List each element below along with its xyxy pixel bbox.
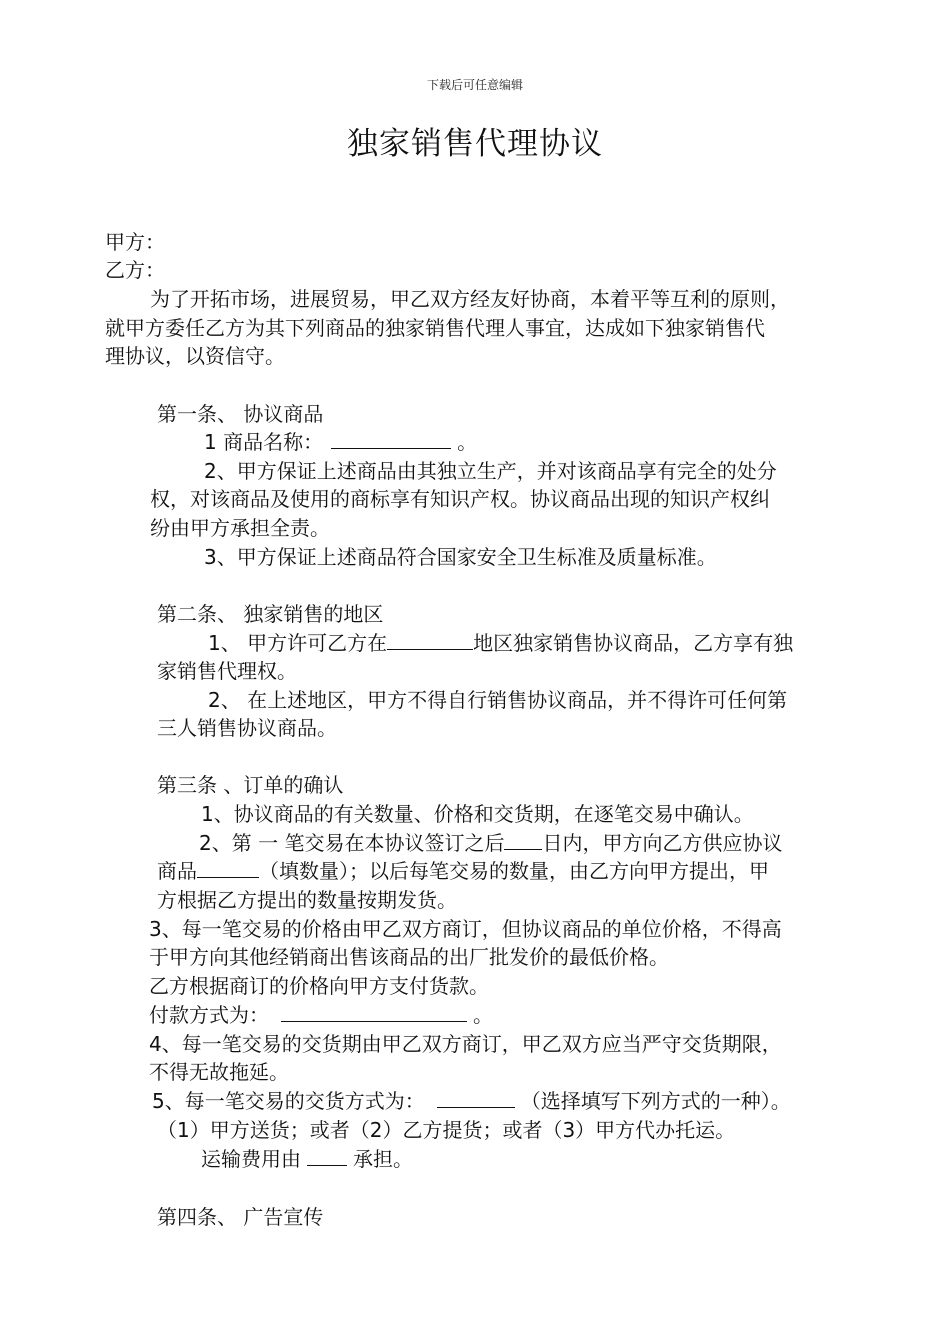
item-text: 商品 (157, 859, 197, 883)
article-item: 1、协议商品的有关数量、价格和交货期，在逐笔交易中确认。 (201, 802, 754, 826)
article-item (152, 1087, 791, 1115)
intro-line: 理协议，以资信守。 (105, 344, 285, 368)
item-text: 2、第 一 笔交易在本协议签订之后 (199, 831, 505, 855)
article-item-cont (157, 857, 769, 885)
fill-in-blank[interactable] (504, 829, 542, 850)
item-text: （填数量）；以后每笔交易的数量，由乙方向甲方提出，甲 (259, 859, 769, 883)
fill-in-blank[interactable] (307, 1145, 347, 1166)
article-item-cont: 于甲方向其他经销商出售该商品的出厂批发价的最低价格。 (149, 945, 669, 969)
payment-method (149, 1001, 493, 1029)
article-item (208, 629, 793, 657)
freight-payer (201, 1145, 413, 1173)
delivery-options: （1）甲方送货；或者（2）乙方提货；或者（3）甲方代办托运。 (157, 1118, 736, 1142)
article-heading: 第一条、 协议商品 (157, 402, 324, 426)
fill-in-blank[interactable] (387, 629, 473, 650)
article-item-cont: 乙方根据商订的价格向甲方支付货款。 (149, 974, 489, 998)
article-item-cont: 纷由甲方承担全责。 (150, 516, 330, 540)
article-item: 3、甲方保证上述商品符合国家安全卫生标准及质量标准。 (204, 545, 717, 569)
article-item-cont: 三人销售协议商品。 (157, 716, 337, 740)
article-item: 3、每一笔交易的价格由甲乙双方商订，但协议商品的单位价格，不得高 (149, 917, 782, 941)
item-text: 日内，甲方向乙方供应协议 (542, 831, 783, 855)
item-text: 1、 甲方许可乙方在 (208, 631, 388, 655)
item-text: 1 商品名称： (204, 430, 324, 454)
article-item (204, 428, 477, 456)
document-title: 独家销售代理协议 (347, 126, 603, 162)
article-item: 4、每一笔交易的交货期由甲乙双方商订，甲乙双方应当严守交货期限， (149, 1032, 782, 1056)
party-b-label: 乙方： (105, 258, 165, 282)
item-text: 运输费用由 (201, 1147, 301, 1171)
article-heading: 第四条、 广告宣传 (157, 1205, 324, 1229)
item-text: 。 (457, 430, 478, 454)
article-heading: 第二条、 独家销售的地区 (157, 602, 384, 626)
item-text: （选择填写下列方式的一种）。 (520, 1089, 791, 1113)
article-item-cont: 权，对该商品及使用的商标享有知识产权。协议商品出现的知识产权纠 (150, 487, 770, 511)
article-item (199, 829, 782, 857)
party-a-label: 甲方： (105, 230, 165, 254)
intro-line: 为了开拓市场，进展贸易，甲乙双方经友好协商，本着平等互利的原则， (150, 287, 790, 311)
article-heading: 第三条 、订单的确认 (157, 773, 344, 797)
header-note: 下载后可任意编辑 (426, 78, 523, 92)
item-text: 。 (473, 1003, 493, 1027)
fill-in-blank[interactable] (437, 1087, 515, 1108)
item-text: 付款方式为： (149, 1003, 269, 1027)
article-item-cont: 方根据乙方提出的数量按期发货。 (157, 888, 457, 912)
fill-in-blank[interactable] (281, 1001, 467, 1022)
item-text: 承担。 (353, 1147, 413, 1171)
article-item-cont: 家销售代理权。 (157, 659, 297, 683)
item-text: 地区独家销售协议商品，乙方享有独 (473, 631, 794, 655)
intro-line: 就甲方委任乙方为其下列商品的独家销售代理人事宜，达成如下独家销售代 (105, 316, 765, 340)
article-item: 2、 在上述地区，甲方不得自行销售协议商品，并不得许可任何第 (208, 688, 788, 712)
item-text: 5、每一笔交易的交货方式为： (152, 1089, 425, 1113)
article-item: 2、甲方保证上述商品由其独立生产，并对该商品享有完全的处分 (204, 459, 777, 483)
fill-in-blank[interactable] (197, 857, 259, 878)
fill-in-blank[interactable] (331, 428, 451, 449)
article-item-cont: 不得无故拖延。 (149, 1060, 289, 1084)
